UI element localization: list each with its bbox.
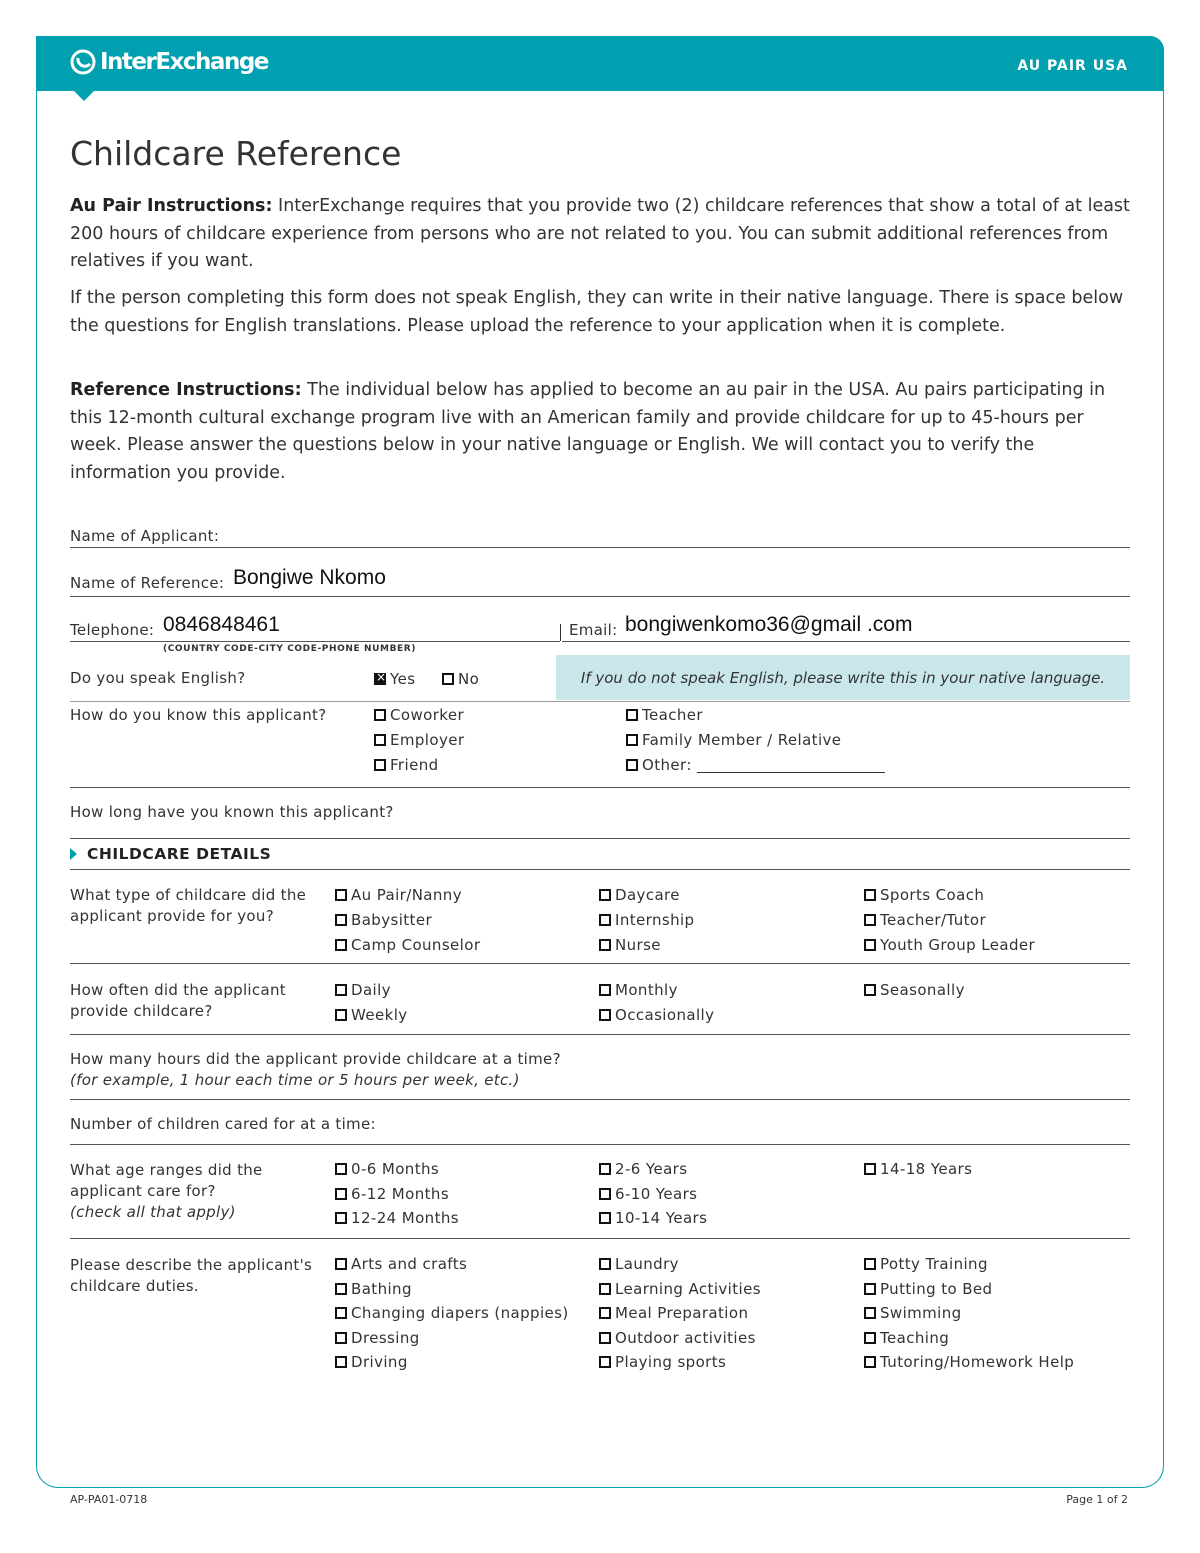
divider [70, 1034, 1130, 1035]
checkbox-daycare[interactable] [599, 886, 680, 904]
checkbox-swimming[interactable] [864, 1304, 962, 1322]
checkbox-teacher-tutor[interactable] [864, 911, 986, 929]
checkbox-label: Teacher [642, 706, 703, 724]
checkbox-camp-counselor[interactable] [335, 936, 480, 954]
checkbox-label: 6-10 Years [615, 1184, 698, 1203]
checkbox-label: Camp Counselor [351, 936, 481, 954]
checkbox-icon[interactable] [864, 939, 876, 951]
checkbox-label: Learning Activities [615, 1279, 761, 1298]
checkbox-label: Au Pair/Nanny [351, 886, 462, 904]
checkbox-icon[interactable] [335, 1307, 347, 1319]
checkbox-icon[interactable] [864, 984, 876, 996]
type-question: What type of childcare did the applicant provide for you? [70, 886, 307, 925]
checkbox-label: Weekly [351, 1005, 408, 1024]
checkbox-icon[interactable] [374, 709, 386, 721]
checkbox-label: Teaching [880, 1328, 950, 1347]
checkbox-babysitter[interactable] [335, 911, 432, 929]
checkbox-changing-diapers-nappies[interactable] [335, 1304, 569, 1322]
checkbox-label: Youth Group Leader [880, 936, 1036, 954]
checkbox-label: Employer [390, 731, 465, 749]
checkbox-icon[interactable] [335, 1212, 347, 1224]
checkbox-14-18-years[interactable] [864, 1160, 972, 1178]
checkbox-label: Sports Coach [880, 886, 985, 904]
au-pair-text: InterExchange requires that you provide two (2) childcare references that show a total of at least 200 hours of childcare experience from persons who are not related to you. You can submit additional references from relatives if you want. [70, 196, 1130, 271]
checkbox-label: Internship [615, 911, 695, 929]
checkbox-dressing[interactable] [335, 1329, 420, 1347]
email-label: Email: [569, 621, 618, 639]
checkbox-icon[interactable] [599, 1009, 611, 1021]
checkbox-putting-to-bed[interactable] [864, 1280, 992, 1298]
checkbox-label: Nurse [615, 936, 661, 954]
checkbox-label: Other: [642, 756, 692, 774]
age-question: What age ranges did the applicant care for? [70, 1161, 263, 1200]
checkbox-icon[interactable] [864, 1332, 876, 1344]
reference-instructions [70, 377, 1130, 487]
checkbox-label: Driving [351, 1353, 408, 1371]
checkbox-label: Monthly [615, 981, 678, 999]
checkbox-driving[interactable] [335, 1353, 408, 1371]
checkbox-label: Seasonally [880, 981, 965, 999]
checkbox-icon[interactable] [864, 1258, 876, 1270]
checkbox-label: 6-12 Months [351, 1184, 450, 1203]
divider [70, 1238, 1130, 1239]
checkbox-icon[interactable] [864, 1356, 876, 1368]
checkbox-label: Swimming [880, 1304, 962, 1322]
telephone-field[interactable]: 0846848461 [163, 613, 280, 636]
checkbox-yes[interactable] [374, 670, 415, 688]
english-note: If you do not speak English, please write this in your native language. [556, 655, 1130, 700]
checkbox-icon[interactable] [599, 914, 611, 926]
checkbox-label: Potty Training [880, 1255, 988, 1273]
divider [560, 624, 561, 641]
checkbox-laundry[interactable] [599, 1255, 679, 1273]
checkbox-coworker[interactable] [374, 706, 464, 724]
checkbox-label: 12-24 Months [351, 1209, 459, 1227]
language-instructions: If the person completing this form does not speak English, they can write in their native language. There is space below the questions for English translations. Please upload the reference to your application when it is complete. [70, 288, 1124, 336]
checkbox-icon[interactable] [626, 759, 638, 771]
checkbox-icon[interactable] [335, 1332, 347, 1344]
checkbox-label: Changing diapers (nappies) [351, 1304, 569, 1322]
checkbox-0-6-months[interactable] [335, 1160, 439, 1178]
checkbox-icon[interactable] [599, 1356, 611, 1368]
checkbox-label: Outdoor activities [615, 1328, 756, 1347]
checkbox-2-6-years[interactable] [599, 1160, 687, 1178]
checkbox-label: Yes [390, 670, 416, 688]
checkbox-icon[interactable] [599, 984, 611, 996]
checkbox-icon[interactable] [374, 734, 386, 746]
divider [70, 869, 1130, 870]
checkbox-12-24-months[interactable] [335, 1209, 459, 1227]
age-hint: (check all that apply) [70, 1203, 236, 1221]
checkbox-icon[interactable] [864, 914, 876, 926]
reference-name-field[interactable]: Bongiwe Nkomo [233, 566, 386, 589]
checkbox-icon[interactable] [335, 1009, 347, 1021]
checkbox-daily[interactable] [335, 981, 391, 999]
page-title: Childcare Reference [70, 134, 402, 173]
checkbox-label: Meal Preparation [615, 1304, 749, 1322]
checkbox-label: Coworker [390, 706, 465, 724]
how-long-question: How long have you known this applicant? [70, 803, 394, 821]
children-question: Number of children cared for at a time: [70, 1115, 376, 1133]
checkbox-label: Laundry [615, 1255, 679, 1273]
checkbox-icon[interactable] [599, 1212, 611, 1224]
checkbox-10-14-years[interactable] [599, 1209, 707, 1227]
checkbox-label: Babysitter [351, 911, 433, 929]
globe-icon [70, 49, 96, 75]
checkbox-seasonally[interactable] [864, 981, 965, 999]
checkbox-label: Daily [351, 981, 391, 999]
divider [70, 1099, 1130, 1100]
checkbox-label: Dressing [351, 1328, 420, 1347]
divider [70, 787, 1130, 788]
checkbox-icon[interactable] [864, 1163, 876, 1175]
divider [70, 701, 1130, 702]
checkbox-label: Family Member / Relative [642, 731, 842, 749]
know-question: How do you know this applicant? [70, 706, 327, 724]
checkbox-monthly[interactable] [599, 981, 678, 999]
checkbox-label: 0-6 Months [351, 1160, 440, 1178]
checked-box-icon[interactable] [374, 673, 386, 685]
english-question: Do you speak English? [70, 669, 246, 687]
checkbox-friend[interactable] [374, 756, 439, 774]
checkbox-label: Friend [390, 756, 439, 774]
divider [70, 641, 560, 642]
checkbox-potty-training[interactable] [864, 1255, 988, 1273]
checkbox-label: Teacher/Tutor [880, 911, 987, 929]
checkbox-label: Putting to Bed [880, 1279, 993, 1298]
telephone-label: Telephone: [70, 621, 155, 639]
checkbox-label: Arts and crafts [351, 1255, 468, 1273]
reference-label: Reference Instructions: [70, 380, 302, 400]
checkbox-icon[interactable] [335, 914, 347, 926]
checkbox-icon[interactable] [335, 889, 347, 901]
divider [70, 1144, 1130, 1145]
checkbox-icon[interactable] [599, 1307, 611, 1319]
checkbox-bathing[interactable] [335, 1280, 412, 1298]
au-pair-label: Au Pair Instructions: [70, 196, 273, 216]
divider [70, 596, 1130, 597]
checkbox-teaching[interactable] [864, 1329, 949, 1347]
divider [562, 641, 1130, 642]
checkbox-icon[interactable] [335, 1356, 347, 1368]
checkbox-icon[interactable] [599, 1332, 611, 1344]
checkbox-label: 10-14 Years [615, 1209, 708, 1227]
checkbox-icon[interactable] [442, 673, 454, 685]
reference-name-label: Name of Reference: [70, 574, 225, 592]
section-title: CHILDCARE DETAILS [87, 845, 272, 863]
checkbox-no[interactable] [442, 670, 479, 688]
checkbox-6-10-years[interactable] [599, 1185, 697, 1203]
checkbox-tutoring-homework-help[interactable] [864, 1353, 1074, 1371]
checkbox-family-member-relative[interactable] [626, 731, 841, 749]
checkbox-icon[interactable] [599, 939, 611, 951]
checkbox-label: Playing sports [615, 1353, 727, 1371]
checkbox-icon[interactable] [599, 1258, 611, 1270]
divider [70, 838, 1130, 839]
checkbox-label: 14-18 Years [880, 1160, 973, 1178]
checkbox-weekly[interactable] [335, 1006, 408, 1024]
duties-question: Please describe the applicant's childcare duties. [70, 1256, 313, 1295]
checkbox-label: Bathing [351, 1279, 412, 1298]
checkbox-icon[interactable] [335, 1188, 347, 1200]
logo [70, 49, 268, 75]
checkbox-other[interactable] [626, 756, 692, 774]
checkbox-icon[interactable] [864, 1283, 876, 1295]
form-code: AP-PA01-0718 [70, 1493, 148, 1506]
divider [70, 963, 1130, 964]
checkbox-icon[interactable] [599, 889, 611, 901]
program-name: AU PAIR USA [1017, 58, 1128, 74]
checkbox-icon[interactable] [335, 939, 347, 951]
checkbox-icon[interactable] [335, 1283, 347, 1295]
often-question: How often did the applicant provide childcare? [70, 981, 286, 1020]
other-field[interactable] [697, 758, 885, 773]
reference-text: The individual below has applied to become an au pair in the USA. Au pairs participating in this 12-month cultural exchange program live with an American family and provide childcare for up to 45-hours per week. Please answer the questions below in your native language or English. We will contact you to verify the information you provide. [70, 380, 1106, 483]
checkbox-label: 2-6 Years [615, 1160, 688, 1178]
telephone-hint: (COUNTRY CODE-CITY CODE-PHONE NUMBER) [163, 644, 417, 654]
checkbox-icon[interactable] [599, 1163, 611, 1175]
checkbox-icon[interactable] [626, 709, 638, 721]
au-pair-instructions [70, 193, 1130, 276]
checkbox-icon[interactable] [374, 759, 386, 771]
checkbox-label: No [458, 670, 480, 688]
checkbox-internship[interactable] [599, 911, 694, 929]
checkbox-teacher[interactable] [626, 706, 703, 724]
hours-hint: (for example, 1 hour each time or 5 hours per week, etc.) [70, 1071, 520, 1089]
checkbox-icon[interactable] [335, 984, 347, 996]
checkbox-meal-preparation[interactable] [599, 1304, 748, 1322]
checkbox-youth-group-leader[interactable] [864, 936, 1035, 954]
email-field[interactable]: bongiwenkomo36@gmail .com [625, 613, 913, 636]
checkbox-sports-coach[interactable] [864, 886, 984, 904]
checkbox-au-pair-nanny[interactable] [335, 886, 462, 904]
logo-text: InterExchange [100, 49, 268, 75]
checkbox-playing-sports[interactable] [599, 1353, 726, 1371]
section-header [70, 845, 271, 863]
checkbox-icon[interactable] [626, 734, 638, 746]
checkbox-label: Occasionally [615, 1005, 715, 1024]
checkbox-icon[interactable] [864, 1307, 876, 1319]
triangle-icon [70, 848, 77, 860]
checkbox-icon[interactable] [335, 1258, 347, 1270]
checkbox-label: Tutoring/Homework Help [880, 1353, 1075, 1371]
checkbox-icon[interactable] [599, 1283, 611, 1295]
checkbox-6-12-months[interactable] [335, 1185, 449, 1203]
checkbox-employer[interactable] [374, 731, 464, 749]
hours-question: How many hours did the applicant provide childcare at a time? [70, 1050, 561, 1068]
checkbox-occasionally[interactable] [599, 1006, 714, 1024]
applicant-label: Name of Applicant: [70, 527, 220, 545]
checkbox-arts-and-crafts[interactable] [335, 1255, 467, 1273]
checkbox-nurse[interactable] [599, 936, 661, 954]
checkbox-icon[interactable] [599, 1188, 611, 1200]
checkbox-outdoor-activities[interactable] [599, 1329, 756, 1347]
checkbox-label: Daycare [615, 886, 680, 904]
page-number: Page 1 of 2 [1066, 1493, 1128, 1506]
checkbox-learning-activities[interactable] [599, 1280, 761, 1298]
divider [70, 547, 1130, 548]
checkbox-icon[interactable] [335, 1163, 347, 1175]
checkbox-icon[interactable] [864, 889, 876, 901]
